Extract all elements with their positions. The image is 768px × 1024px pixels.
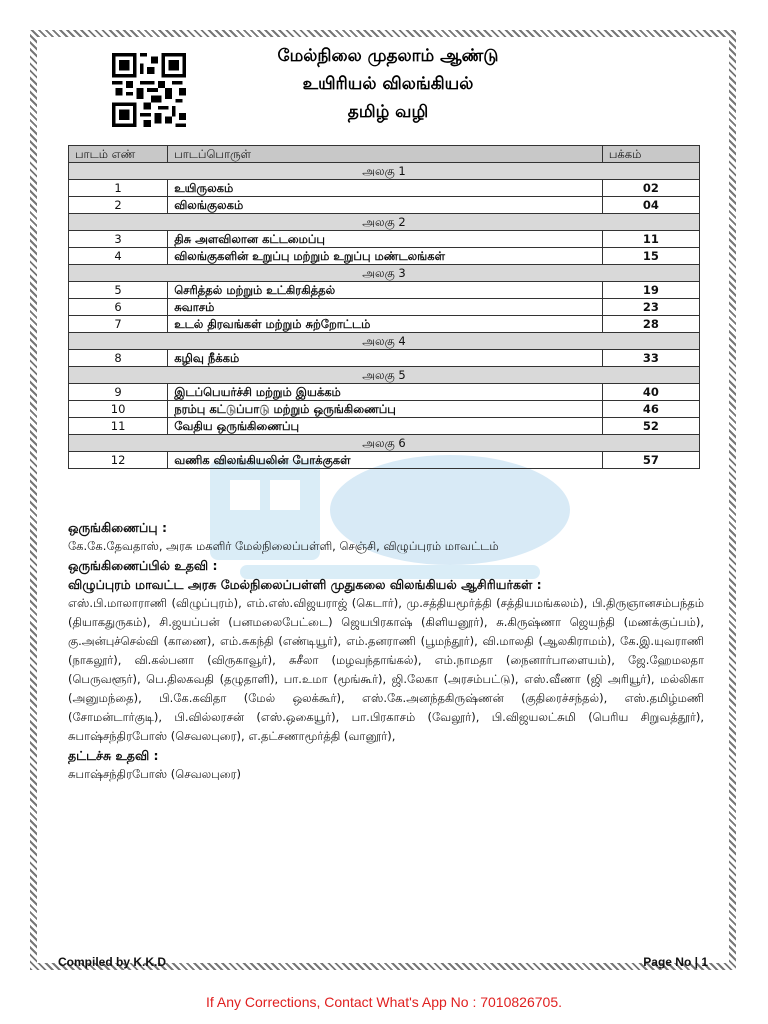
coordination-help-text: எஸ்.பி.மாலாராணி (விழுப்புரம்), எம்.எஸ்.விஜயராஜ் (கெடார்), மு.சத்தியமூர்த்தி (சத்தியமங்கலம்), பி.திருஞானசம்பந்தம் (தியாகதுருகம்), சி.ஜயப்பன் (பனமலைபேட்டை) ஜெயபிரகாஷ் (கிளியனூர்), சு.கிருஷ்ணா ஜெயந்தி (மணக்குப்பம்), கு.அன்புச்செல்வி (காணை), எம்.சுகந்தி (எண்டியூர்), எம்.தனராணி (பூமந்தூர்), வி.மாலதி (ஆலகிராமம்), கே.இ.யுவராணி (நாகலூர்), வி.கல்பனா (விருகாவூர்), சுசீலா (மழவந்தாங்கல்), எம்.நாமதா (நைனார்பாளையம்), ஜே.ஹேமலதா (பெருவளூர்), பெ.திலகவதி (தழுதாளி), பா.உமா (மூங்கூர்), ஜி.லேகா (அரசம்பட்டு), எஸ்.வீணா (ஜி அரியூர்), மல்லிகா (அனுமந்தை), பி.கே.கவிதா (மேல் ஒலக்கூர்), எஸ்.கே.அனந்தகிருஷ்ணன் (குதிரைச்சந்தல்), எஸ்.தமிழ்மணி (சோமன்டார்குடி), பி.வில்லரசன் (எஸ்.ஒகையூர்), பா.பிரகாசம் (வேலூர்), பி.விஜயலட்சுமி (பெரிய சிறுவத்தூர்), சுபாஷ்சந்திரபோஸ் (செவலபுரை), எ.தட்சணாமூர்த்தி (வானூர்), — [68, 596, 704, 743]
table-row — [69, 248, 700, 265]
lesson-page: 23 — [602, 299, 699, 316]
contents-table — [68, 145, 700, 469]
table-row — [69, 282, 700, 299]
lesson-number: 12 — [69, 452, 168, 469]
lesson-title: சுவாசம் — [168, 299, 603, 316]
coordination-section — [68, 518, 704, 784]
unit-row — [69, 214, 700, 231]
lesson-number: 11 — [69, 418, 168, 435]
lesson-title: விலங்குகளின் உறுப்பு மற்றும் உறுப்பு மண்டலங்கள் — [168, 248, 603, 265]
lesson-title: இடப்பெயர்ச்சி மற்றும் இயக்கம் — [168, 384, 603, 401]
lesson-title: வேதிய ஒருங்கிணைப்பு — [168, 418, 603, 435]
lesson-page: 52 — [602, 418, 699, 435]
lesson-title: உடல் திரவங்கள் மற்றும் சுற்றோட்டம் — [168, 316, 603, 333]
lesson-title: திசு அளவிலான கட்டமைப்பு — [168, 231, 603, 248]
typing-help-text: சுபாஷ்சந்திரபோஸ் (செவலபுரை) — [68, 767, 242, 781]
lesson-title: வணிக விலங்கியலின் போக்குகள் — [168, 452, 603, 469]
table-row — [69, 299, 700, 316]
compiled-by: Compiled by K.K.D — [58, 955, 167, 969]
lesson-title: உயிருலகம் — [168, 180, 603, 197]
lesson-number: 7 — [69, 316, 168, 333]
lesson-number: 6 — [69, 299, 168, 316]
lesson-page: 15 — [602, 248, 699, 265]
lesson-number: 1 — [69, 180, 168, 197]
unit-label: அலகு 3 — [69, 265, 700, 282]
lesson-number: 2 — [69, 197, 168, 214]
coordination-help-subheading: விழுப்புரம் மாவட்ட அரசு மேல்நிலைப்பள்ளி முதுகலை விலங்கியல் ஆசிரியர்கள் : — [68, 577, 542, 592]
table-row — [69, 401, 700, 418]
unit-row — [69, 333, 700, 350]
unit-row — [69, 435, 700, 452]
lesson-page: 57 — [602, 452, 699, 469]
lesson-page: 02 — [602, 180, 699, 197]
lesson-page: 19 — [602, 282, 699, 299]
header-lesson-title: பாடப்பொருள் — [168, 146, 603, 163]
table-row — [69, 418, 700, 435]
table-row — [69, 384, 700, 401]
lesson-page: 04 — [602, 197, 699, 214]
unit-row — [69, 163, 700, 180]
table-row — [69, 180, 700, 197]
lesson-title: விலங்குலகம் — [168, 197, 603, 214]
lesson-page: 46 — [602, 401, 699, 418]
unit-row — [69, 367, 700, 384]
unit-row — [69, 265, 700, 282]
lesson-page: 28 — [602, 316, 699, 333]
lesson-number: 10 — [69, 401, 168, 418]
table-row — [69, 197, 700, 214]
lesson-page: 33 — [602, 350, 699, 367]
header-lesson-no: பாடம் எண் — [69, 146, 168, 163]
header-page: பக்கம் — [602, 146, 699, 163]
title-line-3: தமிழ் வழி — [347, 102, 429, 122]
typing-help-heading: தட்டச்சு உதவி : — [68, 748, 159, 763]
qr-code — [107, 53, 191, 127]
coordination-heading: ஒருங்கிணைப்பு : — [68, 520, 167, 535]
table-header-row — [69, 146, 700, 163]
title-line-2: உயிரியல் விலங்கியல் — [302, 74, 474, 94]
lesson-number: 3 — [69, 231, 168, 248]
title-line-1: மேல்நிலை முதலாம் ஆண்டு — [277, 46, 499, 66]
lesson-page: 11 — [602, 231, 699, 248]
coordination-help-heading: ஒருங்கிணைப்பில் உதவி : — [68, 558, 218, 573]
table-row — [69, 452, 700, 469]
page-number: Page No | 1 — [643, 955, 708, 969]
lesson-number: 5 — [69, 282, 168, 299]
lesson-number: 4 — [69, 248, 168, 265]
lesson-number: 9 — [69, 384, 168, 401]
coordination-text: கே.கே.தேவதாஸ், அரசு மகளிர் மேல்நிலைப்பள்ளி, செஞ்சி, விழுப்புரம் மாவட்டம் — [68, 539, 499, 553]
lesson-title: கழிவு நீக்கம் — [168, 350, 603, 367]
table-row — [69, 231, 700, 248]
lesson-title: நரம்பு கட்டுப்பாடு மற்றும் ஒருங்கிணைப்பு — [168, 401, 603, 418]
table-row — [69, 350, 700, 367]
document-title — [200, 42, 576, 126]
unit-label: அலகு 6 — [69, 435, 700, 452]
lesson-title: செரித்தல் மற்றும் உட்கிரகித்தல் — [168, 282, 603, 299]
lesson-page: 40 — [602, 384, 699, 401]
lesson-number: 8 — [69, 350, 168, 367]
unit-label: அலகு 5 — [69, 367, 700, 384]
unit-label: அலகு 1 — [69, 163, 700, 180]
unit-label: அலகு 2 — [69, 214, 700, 231]
contact-note: If Any Corrections, Contact What's App No : 7010826705. — [206, 994, 562, 1010]
unit-label: அலகு 4 — [69, 333, 700, 350]
table-row — [69, 316, 700, 333]
